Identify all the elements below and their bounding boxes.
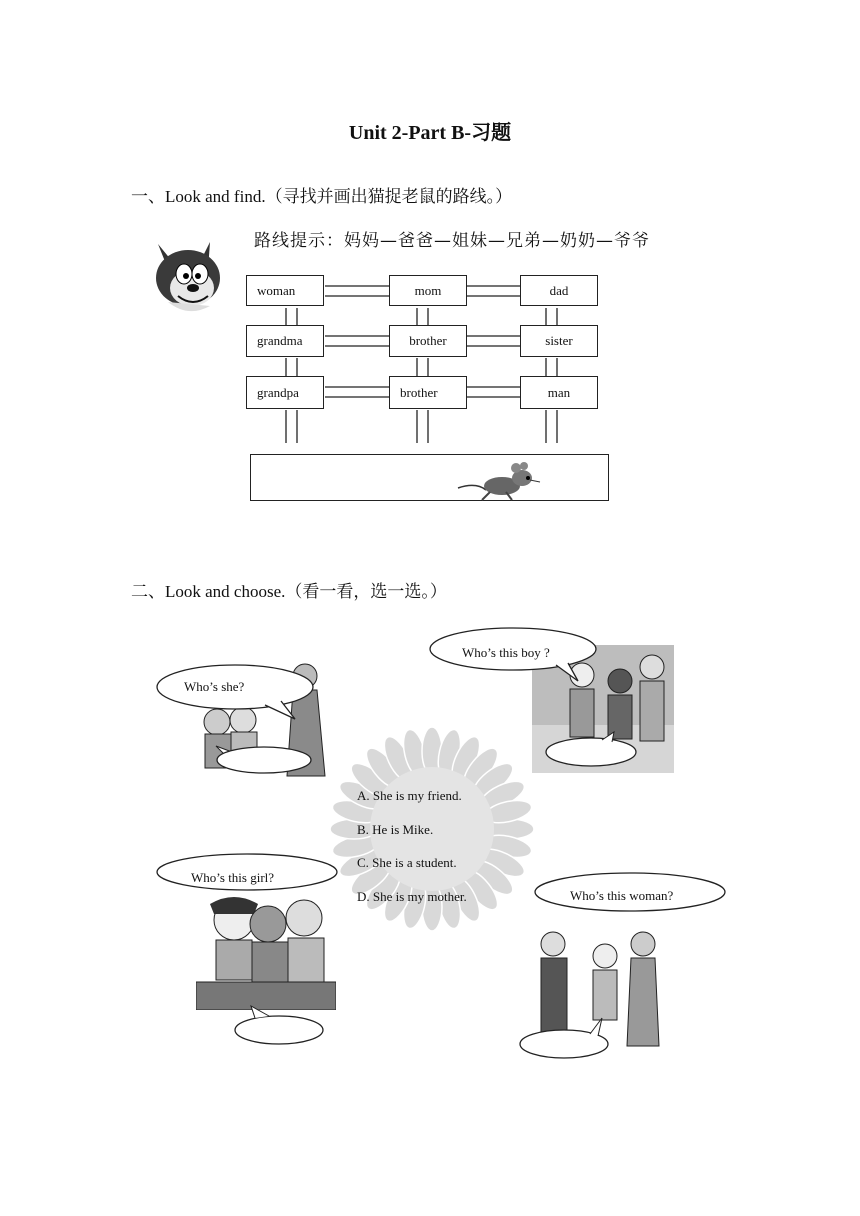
maze-box-sister: sister [520,325,598,357]
mouse-illustration [456,460,544,502]
question-whos-she: Who’s she? [184,679,245,694]
maze-box-dad: dad [520,275,598,306]
answer-bubble-top-right[interactable] [544,730,640,768]
mouse-start-box [250,454,609,501]
maze-box-brother-2: brother [389,376,467,409]
section-2-heading: 二、Look and choose.（看一看，选一选。） [131,582,447,601]
maze-box-brother: brother [389,325,467,357]
page-title: Unit 2-Part B-习题 [348,122,512,144]
route-hint: 路线提示：妈妈—爸爸—姐妹—兄弟—奶奶—爷爷 [254,231,650,251]
picture-girls-at-desk [196,884,336,1010]
cat-illustration [148,236,228,318]
option-c: C. She is a student. [357,855,457,870]
maze-box-man: man [520,376,598,409]
question-whos-this-boy: Who’s this boy ? [462,645,550,660]
option-d: D. She is my mother. [357,889,467,904]
maze-box-woman: woman [246,275,324,306]
option-b: B. He is Mike. [357,822,434,837]
maze-box-mom: mom [389,275,467,306]
question-whos-this-woman: Who’s this woman? [570,888,674,903]
maze-box-grandma: grandma [246,325,324,357]
section-1-heading: 一、Look and find.（寻找并画出猫捉老鼠的路线。） [131,187,513,206]
maze-box-grandpa: grandpa [246,376,324,409]
answer-bubble-top-left[interactable] [214,742,314,776]
answer-bubble-bottom-left[interactable] [233,1004,329,1046]
answer-bubble-bottom-right[interactable] [518,1014,614,1062]
question-whos-this-girl: Who’s this girl? [191,870,275,885]
option-a: A. She is my friend. [357,788,462,803]
